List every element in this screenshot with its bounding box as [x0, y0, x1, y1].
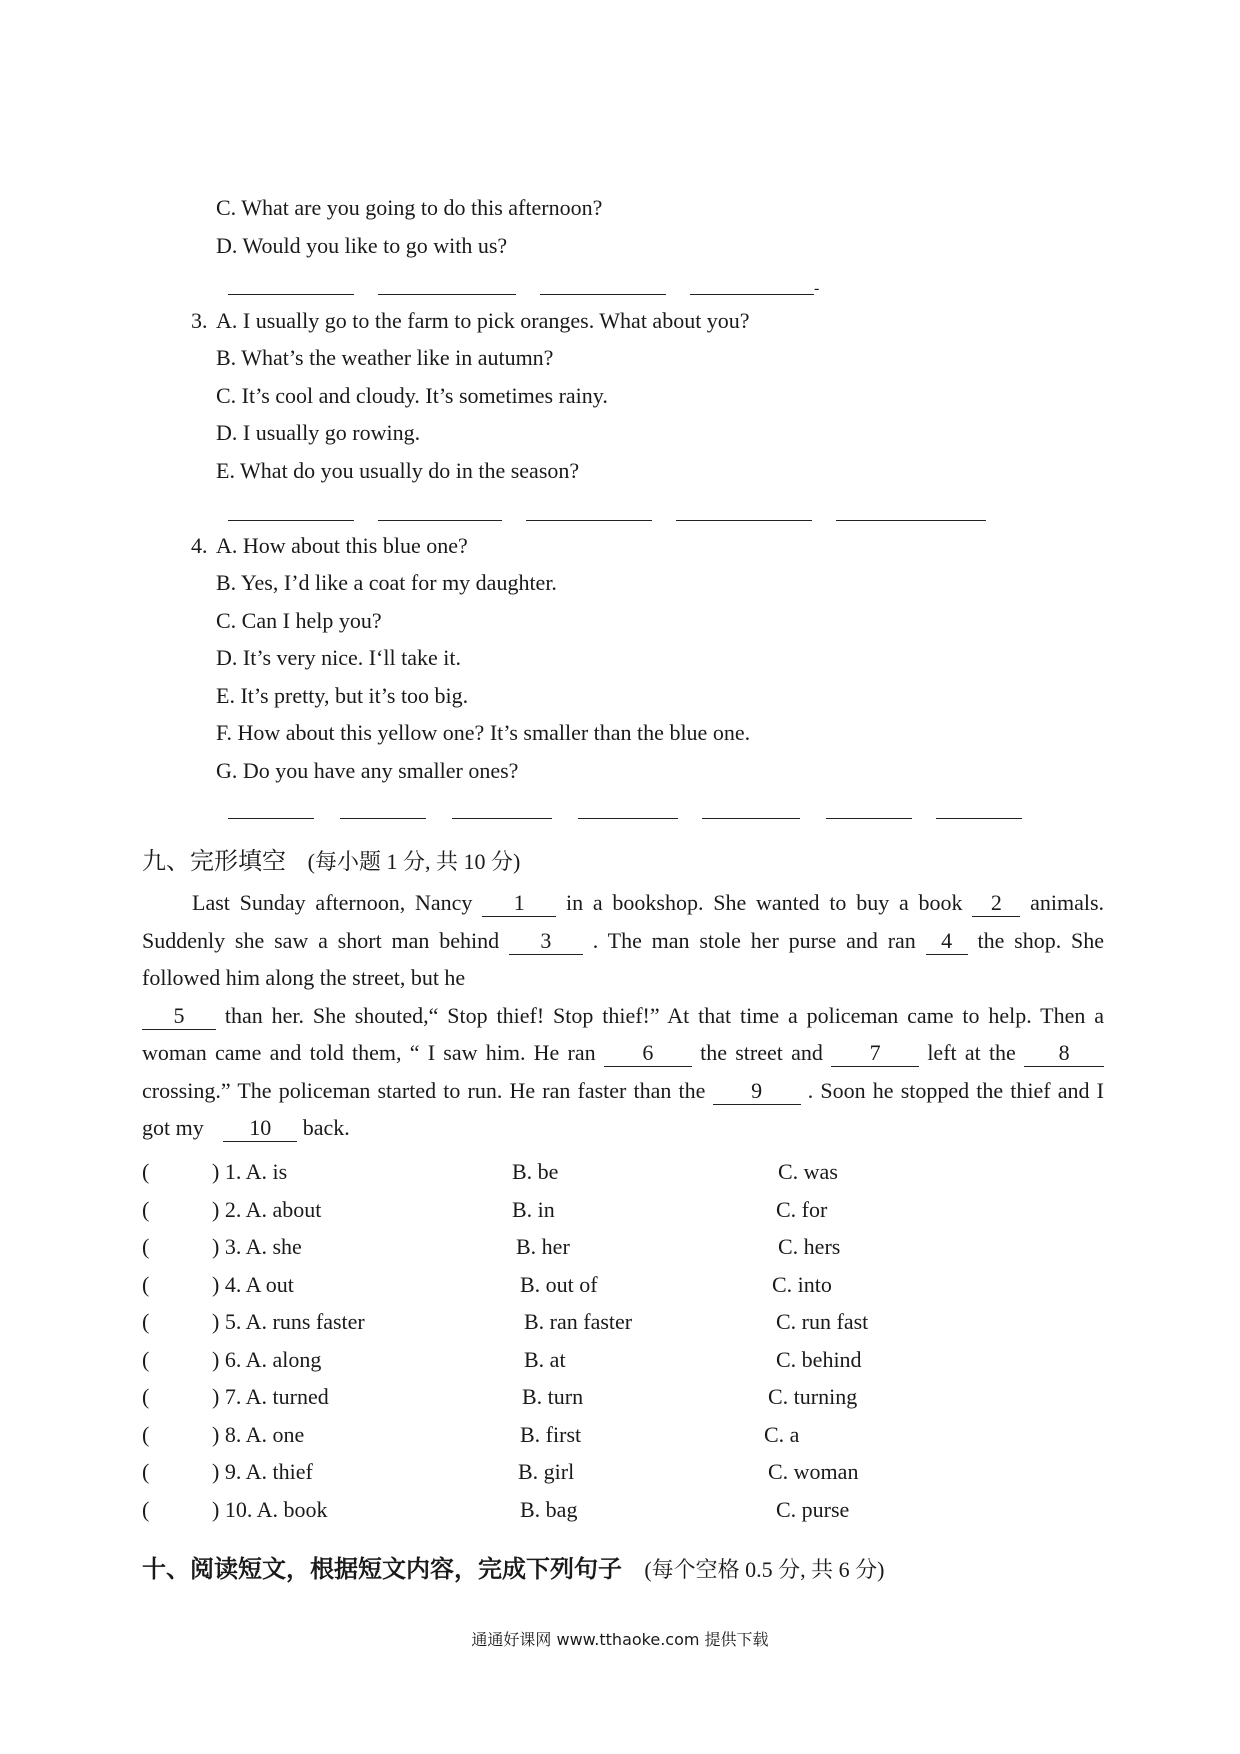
passage-text: the street and — [700, 1040, 823, 1065]
answer-blank[interactable] — [826, 818, 912, 819]
cloze-blank-10[interactable]: 10 — [223, 1115, 297, 1142]
q3-number: 3. — [191, 308, 208, 333]
choice-a: ) 1. A. is — [212, 1159, 288, 1184]
answer-bracket[interactable]: ( — [142, 1197, 150, 1222]
choice-a: ) 4. A out — [212, 1272, 294, 1297]
q3-option-b: B. What’s the weather like in autumn? — [216, 345, 554, 370]
cloze-blank-7[interactable]: 7 — [831, 1040, 919, 1067]
section9-points: (每小题 1 分, 共 10 分) — [307, 849, 521, 874]
answer-blank[interactable] — [526, 520, 652, 521]
answer-blank[interactable] — [228, 818, 314, 819]
choice-c: C. into — [772, 1272, 832, 1297]
passage-text: animals. Suddenly she saw a short man behind — [142, 890, 1105, 953]
q2-option-c: C. What are you going to do this afternoon? — [216, 195, 603, 220]
choice-c: C. hers — [778, 1234, 841, 1259]
choice-b: B. ran faster — [524, 1309, 633, 1334]
answer-bracket[interactable]: ( — [142, 1459, 150, 1484]
cloze-blank-1[interactable]: 1 — [482, 890, 556, 917]
answer-blank[interactable] — [452, 818, 552, 819]
section10-title: 十、阅读短文，根据短文内容，完成下列句子 — [142, 1555, 622, 1583]
answer-blank[interactable] — [540, 294, 666, 295]
answer-bracket[interactable]: ( — [142, 1422, 150, 1447]
choice-c: C. run fast — [776, 1309, 869, 1334]
q3-option-e: E. What do you usually do in the season? — [216, 458, 580, 483]
answer-blank[interactable] — [378, 294, 516, 295]
answer-bracket[interactable]: ( — [142, 1384, 150, 1409]
choice-b: B. out of — [520, 1272, 598, 1297]
cloze-blank-4[interactable]: 4 — [926, 928, 968, 955]
q4-option-f: F. How about this yellow one? It’s smaller than the blue one. — [216, 720, 751, 745]
passage-text: back. — [302, 1115, 350, 1140]
choice-c: C. a — [764, 1422, 800, 1447]
q2-option-d: D. Would you like to go with us? — [216, 233, 508, 258]
page-footer: 通通好课网 www.tthaoke.com 提供下载 — [471, 1630, 769, 1649]
passage-text: crossing.” The policeman started to run. He ran faster than the — [142, 1077, 706, 1103]
q3-option-c: C. It’s cool and cloudy. It’s sometimes rainy. — [216, 383, 608, 408]
answer-bracket[interactable]: ( — [142, 1309, 150, 1334]
choice-b: B. girl — [518, 1459, 575, 1484]
answer-blank[interactable] — [690, 294, 814, 295]
answer-blank[interactable] — [228, 520, 354, 521]
cloze-blank-8[interactable]: 8 — [1024, 1040, 1104, 1067]
choice-c: C. was — [778, 1159, 838, 1184]
section10-heading — [142, 1554, 885, 1585]
choice-a: ) 6. A. along — [212, 1347, 322, 1372]
q3-option-d: D. I usually go rowing. — [216, 420, 421, 445]
section9-title: 九、完形填空 — [142, 847, 286, 875]
choice-a: ) 8. A. one — [212, 1422, 305, 1447]
choice-c: C. behind — [776, 1347, 862, 1372]
cloze-blank-5[interactable]: 5 — [142, 1003, 216, 1030]
q4-option-a: A. How about this blue one? — [216, 533, 468, 558]
choice-c: C. for — [776, 1197, 828, 1222]
section9-heading — [142, 846, 520, 877]
choice-c: C. purse — [776, 1497, 850, 1522]
q4-option-c: C. Can I help you? — [216, 608, 382, 633]
answer-blank[interactable] — [676, 520, 812, 521]
q4-number: 4. — [191, 533, 208, 558]
choice-a: ) 9. A. thief — [212, 1459, 313, 1484]
passage-text: . The man stole her purse and ran — [592, 927, 916, 953]
choice-b: B. bag — [520, 1497, 578, 1522]
passage-text: in a bookshop. She wanted to buy a book — [565, 890, 963, 915]
cloze-passage — [142, 884, 1104, 1147]
choice-a: ) 5. A. runs faster — [212, 1309, 365, 1334]
cloze-blank-6[interactable]: 6 — [604, 1040, 692, 1067]
choice-b: B. turn — [522, 1384, 584, 1409]
choice-b: B. her — [516, 1234, 570, 1259]
answer-bracket[interactable]: ( — [142, 1272, 150, 1297]
answer-bracket[interactable]: ( — [142, 1234, 150, 1259]
cloze-blank-3[interactable]: 3 — [509, 928, 583, 955]
cloze-blank-9[interactable]: 9 — [713, 1078, 801, 1105]
answer-blank[interactable] — [578, 818, 678, 819]
passage-text: Last Sunday afternoon, Nancy — [192, 890, 473, 915]
choice-a: ) 3. A. she — [212, 1234, 302, 1259]
choice-b: B. be — [512, 1159, 559, 1184]
section10-points: (每个空格 0.5 分, 共 6 分) — [644, 1557, 885, 1582]
answer-bracket[interactable]: ( — [142, 1347, 150, 1372]
cloze-blank-2[interactable]: 2 — [972, 890, 1020, 917]
choice-c: C. woman — [768, 1459, 859, 1484]
choice-a: ) 10. A. book — [212, 1497, 328, 1522]
q3-option-a: A. I usually go to the farm to pick oranges. What about you? — [216, 308, 750, 333]
choice-c: C. turning — [768, 1384, 858, 1409]
choice-b: B. first — [520, 1422, 582, 1447]
passage-text: . Soon he stopped the thief and I got my — [142, 1077, 1105, 1140]
q4-option-e: E. It’s pretty, but it’s too big. — [216, 683, 469, 708]
answer-blank[interactable] — [228, 294, 354, 295]
answer-bracket[interactable]: ( — [142, 1497, 150, 1522]
q2-answer-end-mark: - — [814, 280, 820, 297]
choice-a: ) 2. A. about — [212, 1197, 322, 1222]
q4-option-b: B. Yes, I’d like a coat for my daughter. — [216, 570, 557, 595]
passage-text: left at the — [927, 1040, 1016, 1065]
passage-text: than her. She shouted,“ Stop thief! Stop thief!” At that time a policeman came to help. Then a woman came and told them, “ I saw him. He ran — [142, 1002, 1104, 1065]
answer-blank[interactable] — [936, 818, 1022, 819]
answer-blank[interactable] — [340, 818, 426, 819]
choice-b: B. in — [512, 1197, 555, 1222]
q4-option-d: D. It’s very nice. I‘ll take it. — [216, 645, 461, 670]
choice-b: B. at — [524, 1347, 566, 1372]
answer-bracket[interactable]: ( — [142, 1159, 150, 1184]
passage-text: the shop. She followed him along the street, but he — [142, 927, 1105, 990]
answer-blank[interactable] — [702, 818, 800, 819]
q4-option-g: G. Do you have any smaller ones? — [216, 758, 519, 783]
answer-blank[interactable] — [836, 520, 986, 521]
choice-a: ) 7. A. turned — [212, 1384, 329, 1409]
answer-blank[interactable] — [378, 520, 502, 521]
